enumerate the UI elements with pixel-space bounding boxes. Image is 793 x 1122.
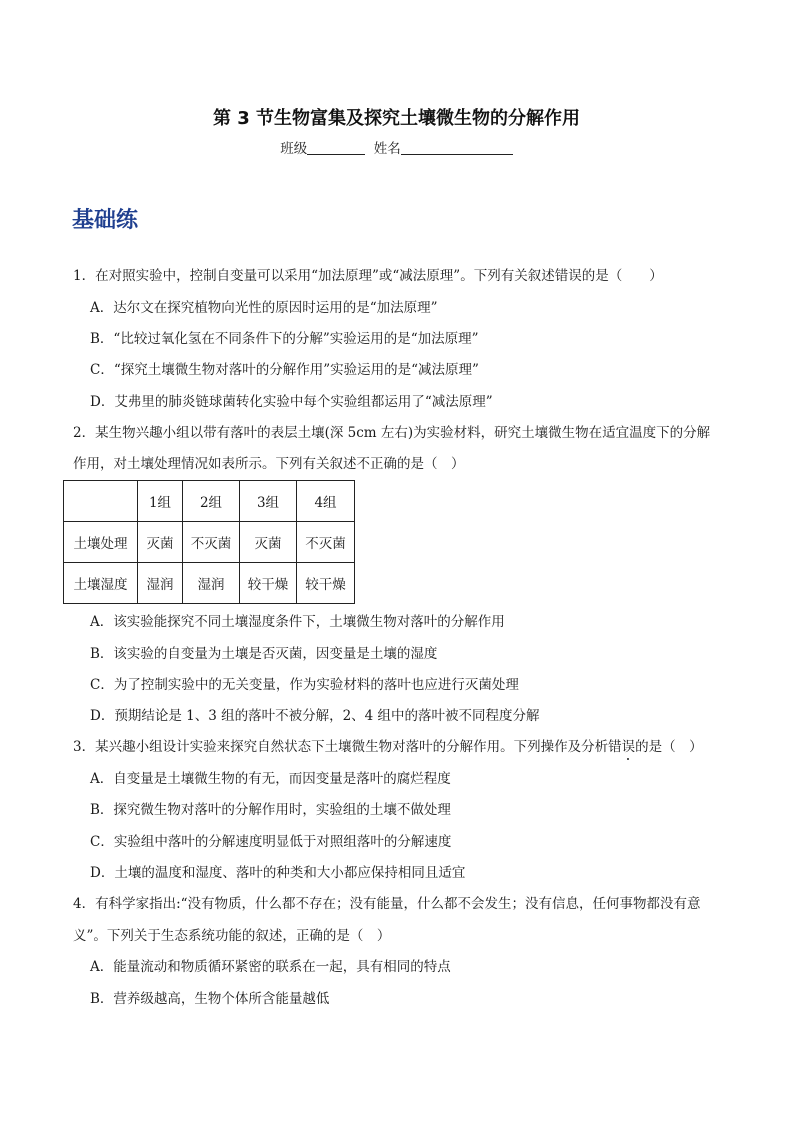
table-header-cell: 4组 [297, 481, 355, 522]
table-header-cell: 2组 [183, 481, 240, 522]
q2-stem-line2: 作用，对土壤处理情况如表所示。下列有关叙述不正确的是（ ） [73, 456, 465, 472]
table-row [64, 563, 355, 604]
q3-option-a: A．自变量是土壤微生物的有无，而因变量是落叶的腐烂程度 [90, 771, 451, 787]
q1-option-c: C．“探究土壤微生物对落叶的分解作用”实验运用的是“减法原理” [90, 362, 479, 378]
q4-stem-line2: 义”。下列关于生态系统功能的叙述，正确的是（ ） [73, 928, 391, 944]
table-cell: 土壤处理 [64, 522, 138, 563]
table-cell: 土壤湿度 [64, 563, 138, 604]
soil-treatment-table [63, 480, 355, 604]
q1-option-d: D．艾弗里的肺炎链球菌转化实验中每个实验组都运用了“减法原理” [90, 394, 493, 410]
q1-stem: 1．在对照实验中，控制自变量可以采用“加法原理”或“减法原理”。下列有关叙述错误的是（ ） [73, 268, 663, 284]
table-cell: 湿润 [183, 563, 240, 604]
q2-option-d: D．预期结论是 1、3 组的落叶不被分解，2、4 组中的落叶被不同程度分解 [90, 708, 540, 724]
table-header-row [64, 481, 355, 522]
q4-option-b: B．营养级越高，生物个体所含能量越低 [90, 991, 330, 1007]
q4-option-a: A．能量流动和物质循环紧密的联系在一起，具有相同的特点 [90, 959, 451, 975]
section-title: 基础练 [72, 208, 139, 233]
name-blank [401, 140, 513, 155]
q4-stem-line1: 4．有科学家指出:“没有物质，什么都不存在；没有能量，什么都不会发生；没有信息，任何事物都没有意 [73, 896, 701, 912]
table-cell: 不灭菌 [183, 522, 240, 563]
table-cell: 湿润 [138, 563, 183, 604]
q2-option-b: B．该实验的自变量为土壤是否灭菌，因变量是土壤的湿度 [90, 646, 438, 662]
table-cell: 不灭菌 [297, 522, 355, 563]
table-header-cell: 1组 [138, 481, 183, 522]
class-blank [307, 140, 365, 155]
q1-option-b: B．“比较过氧化氢在不同条件下的分解”实验运用的是“加法原理” [90, 331, 479, 347]
q2-option-c: C．为了控制实验中的无关变量，作为实验材料的落叶也应进行灭菌处理 [90, 677, 519, 693]
page-title: 第 3 节生物富集及探究土壤微生物的分解作用 [212, 108, 581, 129]
table-cell: 灭菌 [240, 522, 297, 563]
q3-stem-tail: 的是（ ） [635, 739, 703, 755]
q2-option-a: A．该实验能探究不同土壤湿度条件下，土壤微生物对落叶的分解作用 [90, 614, 505, 630]
table-header-cell: 3组 [240, 481, 297, 522]
q3-option-d: D．土壤的温度和湿度、落叶的种类和大小都应保持相同且适宜 [90, 865, 466, 881]
q3-stem-text: 3．某兴趣小组设计实验来探究自然状态下土壤微生物对落叶的分解作用。下列操作及分析错 [73, 739, 622, 755]
name-label: 姓名 [373, 141, 401, 157]
table-row [64, 522, 355, 563]
table-header-cell [64, 481, 138, 522]
table-cell: 较干燥 [240, 563, 297, 604]
name-row [0, 137, 793, 157]
q2-stem-line1: 2．某生物兴趣小组以带有落叶的表层土壤(深 5cm 左右)为实验材料，研究土壤微生物在适宜温度下的分解 [73, 425, 711, 441]
table-cell: 较干燥 [297, 563, 355, 604]
q3-option-b: B．探究微生物对落叶的分解作用时，实验组的土壤不做处理 [90, 802, 451, 818]
q1-option-a: A．达尔文在探究植物向光性的原因时运用的是“加法原理” [90, 300, 438, 316]
emphasis-mark: 误 [621, 739, 636, 755]
table-cell: 灭菌 [138, 522, 183, 563]
class-label: 班级 [280, 141, 308, 157]
q3-option-c: C．实验组中落叶的分解速度明显低于对照组落叶的分解速度 [90, 834, 452, 850]
q3-stem [73, 737, 703, 757]
